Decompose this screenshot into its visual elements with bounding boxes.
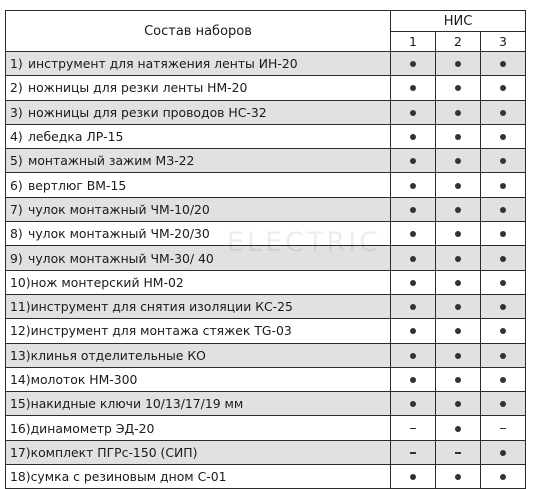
not-included-dash-icon bbox=[500, 428, 506, 430]
included-dot-icon bbox=[410, 158, 416, 164]
item-name: инструмент для натяжения ленты ИН-20 bbox=[28, 56, 298, 72]
included-dot-icon bbox=[455, 304, 461, 310]
mark-cell-column-2 bbox=[436, 52, 481, 76]
table-row bbox=[6, 440, 526, 464]
mark-cell-column-2 bbox=[436, 392, 481, 416]
mark-cell-column-3 bbox=[481, 124, 526, 148]
mark-cell-column-2 bbox=[436, 465, 481, 489]
included-dot-icon bbox=[455, 401, 461, 407]
item-cell bbox=[6, 392, 391, 416]
included-dot-icon bbox=[410, 207, 416, 213]
item-cell bbox=[6, 197, 391, 221]
table-body bbox=[6, 52, 526, 489]
included-dot-icon bbox=[500, 207, 506, 213]
item-cell bbox=[6, 367, 391, 391]
included-dot-icon bbox=[410, 280, 416, 286]
mark-cell-column-3 bbox=[481, 319, 526, 343]
item-name: молоток НМ-300 bbox=[30, 372, 138, 387]
included-dot-icon bbox=[410, 401, 416, 407]
included-dot-icon bbox=[410, 183, 416, 189]
included-dot-icon bbox=[410, 304, 416, 310]
included-dot-icon bbox=[410, 256, 416, 262]
mark-cell-column-2 bbox=[436, 149, 481, 173]
included-dot-icon bbox=[455, 183, 461, 189]
included-dot-icon bbox=[410, 377, 416, 383]
included-dot-icon bbox=[500, 304, 506, 310]
item-number: 18) bbox=[10, 469, 31, 485]
included-dot-icon bbox=[500, 280, 506, 286]
mark-cell-column-1 bbox=[391, 76, 436, 100]
item-name: клинья отделительные КО bbox=[30, 347, 206, 363]
item-cell bbox=[6, 76, 391, 100]
included-dot-icon bbox=[455, 426, 461, 432]
kit-composition-table-wrapper bbox=[5, 10, 525, 489]
item-number: 4) bbox=[10, 129, 23, 145]
included-dot-icon bbox=[455, 134, 461, 140]
item-name: вертлюг ВМ-15 bbox=[28, 177, 127, 193]
included-dot-icon bbox=[500, 158, 506, 164]
included-dot-icon bbox=[455, 328, 461, 334]
table-row bbox=[6, 367, 526, 391]
item-cell bbox=[6, 319, 391, 343]
mark-cell-column-1 bbox=[391, 392, 436, 416]
included-dot-icon bbox=[500, 85, 506, 91]
table-row bbox=[6, 52, 526, 76]
table-row bbox=[6, 294, 526, 318]
item-name: накидные ключи 10/13/17/19 мм bbox=[30, 396, 244, 412]
included-dot-icon bbox=[455, 207, 461, 213]
included-dot-icon bbox=[500, 134, 506, 140]
included-dot-icon bbox=[410, 134, 416, 140]
table-row bbox=[6, 416, 526, 440]
included-dot-icon bbox=[410, 110, 416, 116]
mark-cell-column-3 bbox=[481, 149, 526, 173]
included-dot-icon bbox=[410, 328, 416, 334]
mark-cell-column-1 bbox=[391, 343, 436, 367]
mark-cell-column-2 bbox=[436, 319, 481, 343]
item-number: 17) bbox=[10, 444, 31, 460]
item-name: комплект ПГРс-150 (СИП) bbox=[30, 444, 198, 460]
table-row bbox=[6, 319, 526, 343]
mark-cell-column-3 bbox=[481, 416, 526, 440]
item-number: 13) bbox=[10, 347, 31, 363]
mark-cell-column-1 bbox=[391, 294, 436, 318]
mark-cell-column-2 bbox=[436, 440, 481, 464]
mark-cell-column-1 bbox=[391, 246, 436, 270]
mark-cell-column-3 bbox=[481, 246, 526, 270]
included-dot-icon bbox=[455, 377, 461, 383]
table-row bbox=[6, 197, 526, 221]
included-dot-icon bbox=[500, 401, 506, 407]
item-name: динамометр ЭД-20 bbox=[30, 420, 155, 436]
included-dot-icon bbox=[455, 353, 461, 359]
item-cell bbox=[6, 149, 391, 173]
item-number: 7) bbox=[10, 201, 23, 217]
item-number: 11) bbox=[10, 299, 31, 315]
item-name: инструмент для снятия изоляции КС-25 bbox=[30, 299, 293, 315]
item-name: нож монтерский НМ-02 bbox=[30, 274, 184, 290]
mark-cell-column-2 bbox=[436, 367, 481, 391]
table-row bbox=[6, 465, 526, 489]
mark-cell-column-1 bbox=[391, 124, 436, 148]
item-number: 16) bbox=[10, 420, 31, 436]
item-number: 15) bbox=[10, 396, 31, 412]
table-row bbox=[6, 343, 526, 367]
watermark: ELECTRIC bbox=[227, 227, 382, 258]
mark-cell-column-1 bbox=[391, 367, 436, 391]
mark-cell-column-2 bbox=[436, 294, 481, 318]
mark-cell-column-2 bbox=[436, 222, 481, 246]
mark-cell-column-3 bbox=[481, 52, 526, 76]
included-dot-icon bbox=[455, 85, 461, 91]
mark-cell-column-2 bbox=[436, 124, 481, 148]
table-row bbox=[6, 100, 526, 124]
item-number: 9) bbox=[10, 250, 23, 266]
mark-cell-column-2 bbox=[436, 173, 481, 197]
included-dot-icon bbox=[500, 61, 506, 67]
mark-cell-column-2 bbox=[436, 416, 481, 440]
included-dot-icon bbox=[500, 328, 506, 334]
item-cell bbox=[6, 222, 391, 246]
item-name: лебедка ЛР-15 bbox=[28, 129, 124, 145]
included-dot-icon bbox=[500, 110, 506, 116]
item-number: 1) bbox=[10, 56, 23, 72]
included-dot-icon bbox=[500, 353, 506, 359]
mark-cell-column-3 bbox=[481, 173, 526, 197]
not-included-dash-icon bbox=[410, 428, 416, 430]
item-name: ножницы для резки проводов НС-32 bbox=[28, 104, 267, 120]
mark-cell-column-2 bbox=[436, 197, 481, 221]
header-column-2: 2 bbox=[436, 32, 481, 52]
item-cell bbox=[6, 100, 391, 124]
item-number: 6) bbox=[10, 177, 23, 193]
mark-cell-column-3 bbox=[481, 197, 526, 221]
included-dot-icon bbox=[410, 61, 416, 67]
included-dot-icon bbox=[500, 256, 506, 262]
item-number: 14) bbox=[10, 372, 31, 387]
mark-cell-column-1 bbox=[391, 100, 436, 124]
mark-cell-column-3 bbox=[481, 367, 526, 391]
included-dot-icon bbox=[455, 280, 461, 286]
mark-cell-column-3 bbox=[481, 440, 526, 464]
header-column-3: 3 bbox=[481, 32, 526, 52]
item-name: сумка с резиновым дном С-01 bbox=[30, 469, 227, 485]
item-number: 2) bbox=[10, 80, 23, 96]
included-dot-icon bbox=[455, 231, 461, 237]
item-name: инструмент для монтажа стяжек TG-03 bbox=[30, 323, 292, 339]
table-row bbox=[6, 149, 526, 173]
kit-composition-table bbox=[5, 10, 526, 489]
item-cell bbox=[6, 294, 391, 318]
mark-cell-column-2 bbox=[436, 343, 481, 367]
item-cell bbox=[6, 416, 391, 440]
included-dot-icon bbox=[500, 377, 506, 383]
included-dot-icon bbox=[410, 474, 416, 480]
header-nis-group: НИС bbox=[391, 11, 526, 32]
table-row bbox=[6, 124, 526, 148]
included-dot-icon bbox=[455, 61, 461, 67]
mark-cell-column-1 bbox=[391, 173, 436, 197]
mark-cell-column-2 bbox=[436, 76, 481, 100]
included-dot-icon bbox=[455, 110, 461, 116]
table-row bbox=[6, 246, 526, 270]
item-name: чулок монтажный ЧМ-20/30 bbox=[28, 226, 210, 242]
mark-cell-column-3 bbox=[481, 270, 526, 294]
included-dot-icon bbox=[410, 85, 416, 91]
included-dot-icon bbox=[500, 450, 506, 456]
mark-cell-column-3 bbox=[481, 100, 526, 124]
item-cell bbox=[6, 246, 391, 270]
table-row bbox=[6, 173, 526, 197]
included-dot-icon bbox=[455, 158, 461, 164]
item-name: чулок монтажный ЧМ-30/ 40 bbox=[28, 250, 214, 266]
mark-cell-column-1 bbox=[391, 270, 436, 294]
included-dot-icon bbox=[500, 231, 506, 237]
item-cell bbox=[6, 124, 391, 148]
table-row bbox=[6, 222, 526, 246]
mark-cell-column-2 bbox=[436, 270, 481, 294]
mark-cell-column-1 bbox=[391, 465, 436, 489]
mark-cell-column-1 bbox=[391, 222, 436, 246]
included-dot-icon bbox=[455, 474, 461, 480]
item-cell bbox=[6, 173, 391, 197]
table-row bbox=[6, 392, 526, 416]
mark-cell-column-1 bbox=[391, 440, 436, 464]
header-kit-composition: Состав наборов bbox=[6, 11, 391, 52]
item-cell bbox=[6, 440, 391, 464]
item-number: 3) bbox=[10, 104, 23, 120]
item-number: 12) bbox=[10, 323, 31, 339]
included-dot-icon bbox=[455, 256, 461, 262]
mark-cell-column-3 bbox=[481, 392, 526, 416]
mark-cell-column-1 bbox=[391, 197, 436, 221]
item-cell bbox=[6, 343, 391, 367]
mark-cell-column-2 bbox=[436, 100, 481, 124]
item-cell bbox=[6, 52, 391, 76]
included-dot-icon bbox=[410, 231, 416, 237]
mark-cell-column-3 bbox=[481, 343, 526, 367]
not-included-dash-icon bbox=[410, 452, 416, 454]
mark-cell-column-2 bbox=[436, 246, 481, 270]
item-name: монтажный зажим МЗ-22 bbox=[28, 153, 195, 169]
mark-cell-column-3 bbox=[481, 294, 526, 318]
mark-cell-column-3 bbox=[481, 465, 526, 489]
mark-cell-column-1 bbox=[391, 149, 436, 173]
included-dot-icon bbox=[500, 183, 506, 189]
header-column-1: 1 bbox=[391, 32, 436, 52]
item-name: ножницы для резки ленты НМ-20 bbox=[28, 80, 248, 96]
mark-cell-column-1 bbox=[391, 52, 436, 76]
included-dot-icon bbox=[500, 474, 506, 480]
item-number: 5) bbox=[10, 153, 23, 169]
mark-cell-column-1 bbox=[391, 319, 436, 343]
not-included-dash-icon bbox=[455, 452, 461, 454]
mark-cell-column-3 bbox=[481, 222, 526, 246]
table-row bbox=[6, 270, 526, 294]
item-cell bbox=[6, 270, 391, 294]
item-number: 10) bbox=[10, 274, 31, 290]
included-dot-icon bbox=[410, 353, 416, 359]
item-name: чулок монтажный ЧМ-10/20 bbox=[28, 201, 210, 217]
mark-cell-column-1 bbox=[391, 416, 436, 440]
item-number: 8) bbox=[10, 226, 23, 242]
mark-cell-column-3 bbox=[481, 76, 526, 100]
table-row bbox=[6, 76, 526, 100]
item-cell bbox=[6, 465, 391, 489]
